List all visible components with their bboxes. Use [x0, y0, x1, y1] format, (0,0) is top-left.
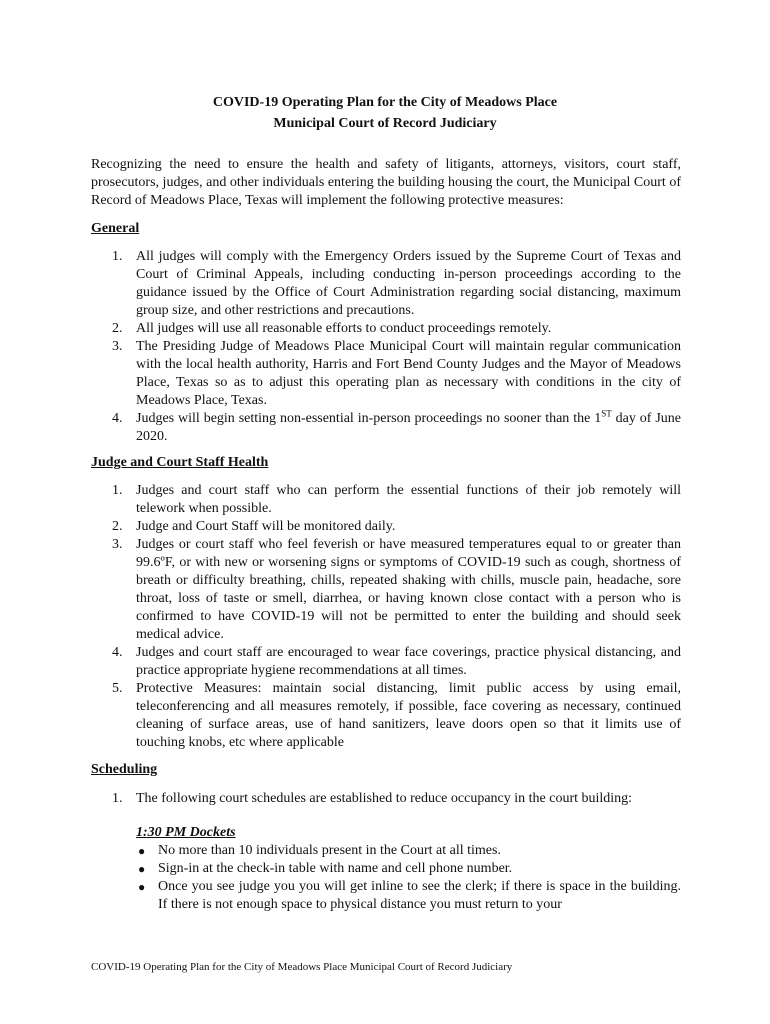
list-item — [91, 518, 681, 536]
bullet-text: Once you see judge you you will get inline to see the clerk; if there is space in the building. If there is not enough space to physical distance you must return to your — [158, 879, 681, 912]
document-title-line2: Municipal Court of Record Judiciary — [273, 116, 497, 131]
list-item — [91, 248, 681, 320]
bullet-icon: ● — [138, 862, 146, 876]
bullet-text: No more than 10 individuals present in the Court at all times. — [158, 843, 501, 858]
list-item-text: Judge and Court Staff will be monitored daily. — [136, 519, 396, 534]
list-item — [91, 536, 681, 644]
list-item-number: 4. — [112, 411, 123, 426]
list-item-number: 3. — [112, 339, 123, 354]
list-item — [91, 790, 681, 808]
general-list — [91, 248, 681, 446]
bullet-item — [136, 878, 681, 914]
page-footer: COVID-19 Operating Plan for the City of Meadows Place Municipal Court of Record Judiciary — [91, 961, 513, 973]
list-item-text: Judges will begin setting non-essential in-person proceedings no sooner than the 1 — [136, 411, 602, 426]
list-item-text: All judges will use all reasonable efforts to conduct proceedings remotely. — [136, 321, 552, 336]
list-item-text-end: day of June 2020. — [136, 411, 681, 444]
superscript-ordinal: ST — [601, 408, 612, 419]
intro-paragraph: Recognizing the need to ensure the health and safety of litigants, attorneys, visitors, court staff, prosecutors, judges, and other individuals entering the building housing the court, the Municipal Court of Record of Meadows Place, Texas will implement the following protective measures: — [91, 157, 681, 208]
bullet-item — [136, 842, 681, 860]
list-item — [91, 680, 681, 752]
list-item-number: 2. — [112, 321, 123, 336]
list-item-text: Protective Measures: maintain social distancing, limit public access by using email, teleconferencing and all measures remotely, if possible, face covering as necessary, continued cleaning of surface areas, use of hand sanitizers, leave doors open so that it limits use of touching knobs, etc where applicable — [136, 681, 681, 750]
list-item — [91, 482, 681, 518]
list-item-text: Judges and court staff are encouraged to wear face coverings, practice physical distancing, and practice appropriate hygiene recommendations at all times. — [136, 645, 681, 678]
list-item-number: 5. — [112, 681, 123, 696]
section-heading-general: General — [91, 221, 140, 236]
list-item-number: 2. — [112, 519, 123, 534]
section-heading-scheduling: Scheduling — [91, 762, 158, 777]
list-item-number: 4. — [112, 645, 123, 660]
list-item-text: All judges will comply with the Emergency Orders issued by the Supreme Court of Texas and Court of Criminal Appeals, including conducting in-person proceedings according to the guidance issued by the Office of Court Administration regarding social distancing, maximum group size, and other restrictions and precautions. — [136, 249, 681, 318]
list-item-number: 1. — [112, 249, 123, 264]
bullet-item — [136, 860, 681, 878]
section-heading-health: Judge and Court Staff Health — [91, 455, 269, 470]
list-item-text: Judges and court staff who can perform the essential functions of their job remotely will telework when possible. — [136, 483, 681, 516]
bullet-icon: ● — [138, 880, 146, 894]
list-item-number: 1. — [112, 483, 123, 498]
health-list — [91, 482, 681, 752]
docket-bullet-list — [136, 842, 681, 914]
document-title-line1: COVID-19 Operating Plan for the City of Meadows Place — [212, 95, 558, 110]
list-item-text: Judges or court staff who feel feverish or have measured temperatures equal to or greater than 99.6ºF, or with new or worsening signs or symptoms of COVID-19 such as cough, shortness of breath or difficulty breathing, chills, repeated shaking with chills, muscle pain, headache, sore throat, loss of taste or smell, diarrhea, or having known close contact with a person who is confirmed to have COVID-19 will not be permitted to enter the building and should seek medical advice. — [136, 537, 681, 642]
list-item — [91, 338, 681, 410]
list-item-number: 3. — [112, 537, 123, 552]
list-item — [91, 644, 681, 680]
list-item — [91, 410, 681, 446]
list-item-text: The Presiding Judge of Meadows Place Municipal Court will maintain regular communication with the local health authority, Harris and Fort Bend County Judges and the Mayor of Meadows Place, Texas so as to adjust this operating plan as necessary with conditions in the city of Meadows Place, Texas. — [136, 339, 681, 408]
list-item — [91, 320, 681, 338]
list-item-number: 1. — [112, 791, 123, 806]
scheduling-list — [91, 790, 681, 808]
bullet-icon: ● — [138, 844, 146, 858]
docket-subheading: 1:30 PM Dockets — [136, 825, 236, 840]
bullet-text: Sign-in at the check-in table with name and cell phone number. — [158, 861, 513, 876]
list-item-text: The following court schedules are established to reduce occupancy in the court building: — [136, 791, 633, 806]
